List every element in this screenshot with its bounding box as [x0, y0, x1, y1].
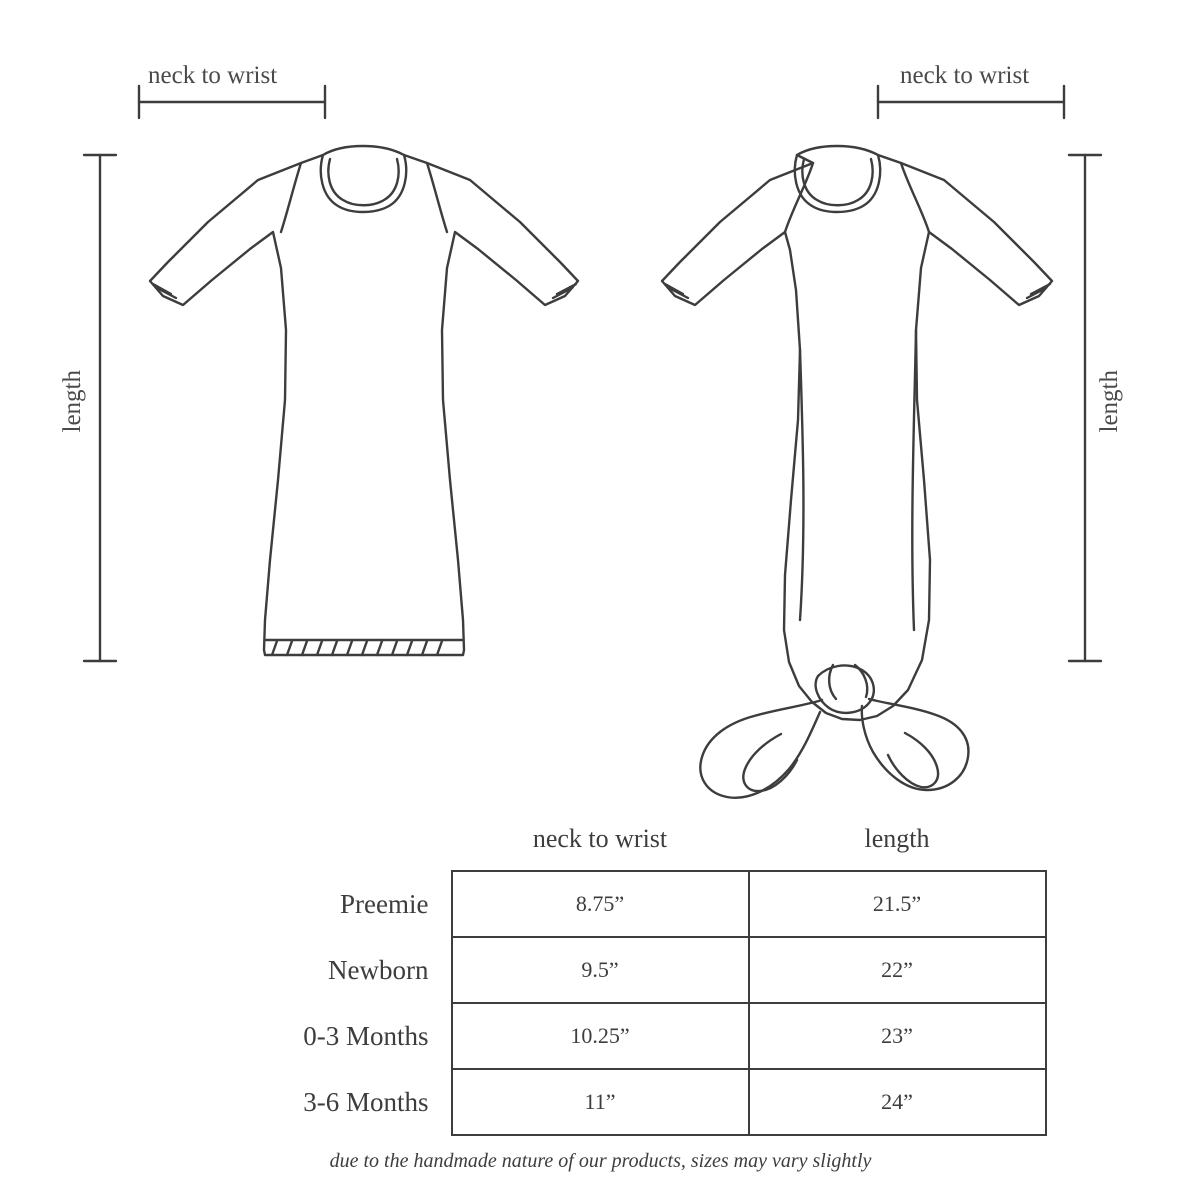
row-label-3-6-months: 3-6 Months: [303, 1086, 429, 1117]
cell-newborn-neck-to-wrist: 9.5”: [452, 937, 749, 1003]
table-row: [155, 1003, 1046, 1069]
table-row: [155, 937, 1046, 1003]
row-label-0-3-months: 0-3 Months: [303, 1020, 429, 1051]
cell-newborn-length: 22”: [749, 937, 1046, 1003]
table-row: [155, 871, 1046, 937]
size-table: [155, 820, 1047, 1136]
right-length-label: length: [1096, 370, 1123, 433]
cell-preemie-length: 21.5”: [749, 871, 1046, 937]
column-header-length: length: [864, 824, 930, 853]
size-table-wrapper: [0, 820, 1201, 1136]
left-neck-to-wrist-label: neck to wrist: [148, 62, 278, 89]
right-neck-to-wrist-dimension: [878, 86, 1064, 118]
row-label-newborn: Newborn: [328, 954, 429, 985]
left-neck-to-wrist-dimension: [139, 86, 325, 118]
table-corner-cell: [155, 820, 452, 871]
left-length-label: length: [59, 370, 86, 433]
knotted-gown-illustration: [662, 146, 1052, 798]
gown-front-illustration: [150, 146, 578, 655]
row-label-preemie: Preemie: [340, 888, 429, 919]
disclaimer-text: due to the handmade nature of our products, sizes may vary slightly: [329, 1150, 872, 1172]
cell-3-6-months-length: 24”: [749, 1069, 1046, 1135]
column-header-neck-to-wrist: neck to wrist: [532, 824, 668, 853]
cell-preemie-neck-to-wrist: 8.75”: [452, 871, 749, 937]
cell-3-6-months-neck-to-wrist: 11”: [452, 1069, 749, 1135]
left-length-dimension: [84, 155, 116, 661]
table-row: [155, 1069, 1046, 1135]
cell-0-3-months-neck-to-wrist: 10.25”: [452, 1003, 749, 1069]
cell-0-3-months-length: 23”: [749, 1003, 1046, 1069]
table-header-row: [155, 820, 1046, 871]
right-neck-to-wrist-label: neck to wrist: [900, 62, 1030, 89]
